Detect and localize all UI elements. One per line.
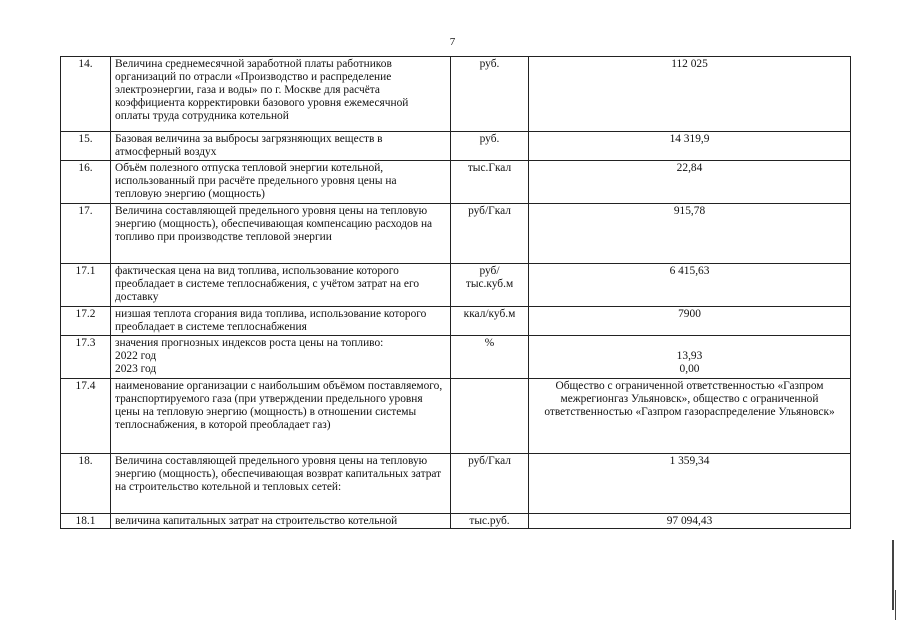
row-description: Величина составляющей предельного уровня цены на тепловую энергию (мощность), обеспечивающая компенсацию расходов на топливо при производстве тепловой энергии xyxy=(111,204,451,264)
row-number: 17.4 xyxy=(61,379,111,454)
row-unit: руб/Гкал xyxy=(451,204,529,264)
table-row-18 xyxy=(61,454,851,514)
row-unit: руб/Гкал xyxy=(451,454,529,514)
row-description: Базовая величина за выбросы загрязняющих веществ в атмосферный воздух xyxy=(111,132,451,161)
row-number: 16. xyxy=(61,161,111,204)
row-unit xyxy=(451,379,529,454)
row-number: 17.1 xyxy=(61,264,111,307)
row-value: 6 415,63 xyxy=(529,264,851,307)
row-value: 14 319,9 xyxy=(529,132,851,161)
row-description: наименование организации с наибольшим объёмом поставляемого, транспортируемого газа (при утверждении предельного уровня цены на тепловую энергию (мощность) в отношении системы теплоснабжения, в которой преобладает газ) xyxy=(111,379,451,454)
row-number: 17.3 xyxy=(61,336,111,379)
year-label-2023: 2023 год xyxy=(115,363,157,375)
tariff-parameters-table xyxy=(60,56,851,529)
row-description: низшая теплота сгорания вида топлива, использование которого преобладает в системе теплоснабжения xyxy=(111,307,451,336)
unit-line: руб/ xyxy=(479,265,500,277)
row-unit: руб. xyxy=(451,132,529,161)
row-value: 22,84 xyxy=(529,161,851,204)
table-row-17-3 xyxy=(61,336,851,379)
row-description: величина капитальных затрат на строительство котельной xyxy=(111,514,451,529)
table-row-15 xyxy=(61,132,851,161)
row-unit: тыс.руб. xyxy=(451,514,529,529)
row-number: 15. xyxy=(61,132,111,161)
year-label-2022: 2022 год xyxy=(115,350,157,362)
scan-edge-mark xyxy=(895,590,896,620)
table-row-17-4 xyxy=(61,379,851,454)
row-description xyxy=(111,336,451,379)
row-unit xyxy=(451,264,529,307)
table-row-18-1 xyxy=(61,514,851,529)
row-number: 17.2 xyxy=(61,307,111,336)
row-description: Величина среднемесячной заработной платы работников организаций по отрасли «Производство и распределение электроэнергии, газа и воды» по г. Москве для расчёта коэффициента корректировки базового уровня ежемесячной оплаты труда сотрудника котельной xyxy=(111,57,451,132)
row-value: 1 359,34 xyxy=(529,454,851,514)
row-number: 18.1 xyxy=(61,514,111,529)
row-value: 97 094,43 xyxy=(529,514,851,529)
row-value xyxy=(529,336,851,379)
row-unit: тыс.Гкал xyxy=(451,161,529,204)
table-row-16 xyxy=(61,161,851,204)
unit-line: тыс.куб.м xyxy=(465,278,514,290)
row-number: 14. xyxy=(61,57,111,132)
table-row-17-1 xyxy=(61,264,851,307)
row-unit: руб. xyxy=(451,57,529,132)
row-description: фактическая цена на вид топлива, использование которого преобладает в системе теплоснабжения, с учётом затрат на его доставку xyxy=(111,264,451,307)
scan-edge-mark xyxy=(892,540,894,610)
value-2022: 13,93 xyxy=(676,350,703,362)
table-row-17-2 xyxy=(61,307,851,336)
table-row-14 xyxy=(61,57,851,132)
row-unit: % xyxy=(451,336,529,379)
row-value: 7900 xyxy=(529,307,851,336)
row-value: 915,78 xyxy=(529,204,851,264)
row-description: Объём полезного отпуска тепловой энергии котельной, использованный при расчёте предельного уровня цены на тепловую энергию (мощность) xyxy=(111,161,451,204)
row-unit: ккал/куб.м xyxy=(451,307,529,336)
row-description: Величина составляющей предельного уровня цены на тепловую энергию (мощность), обеспечивающая возврат капитальных затрат на строительство котельной и тепловых сетей: xyxy=(111,454,451,514)
page-number: 7 xyxy=(449,36,456,48)
row-number: 17. xyxy=(61,204,111,264)
value-2023: 0,00 xyxy=(679,363,700,375)
table-row-17 xyxy=(61,204,851,264)
row-value: Общество с ограниченной ответственностью «Газпром межрегионгаз Ульяновск», общество с ограниченной ответственностью «Газпром газораспределение Ульяновск» xyxy=(529,379,851,454)
value-spacer xyxy=(533,337,846,350)
row-number: 18. xyxy=(61,454,111,514)
description-line: значения прогнозных индексов роста цены на топливо: xyxy=(115,337,384,349)
row-value: 112 025 xyxy=(529,57,851,132)
